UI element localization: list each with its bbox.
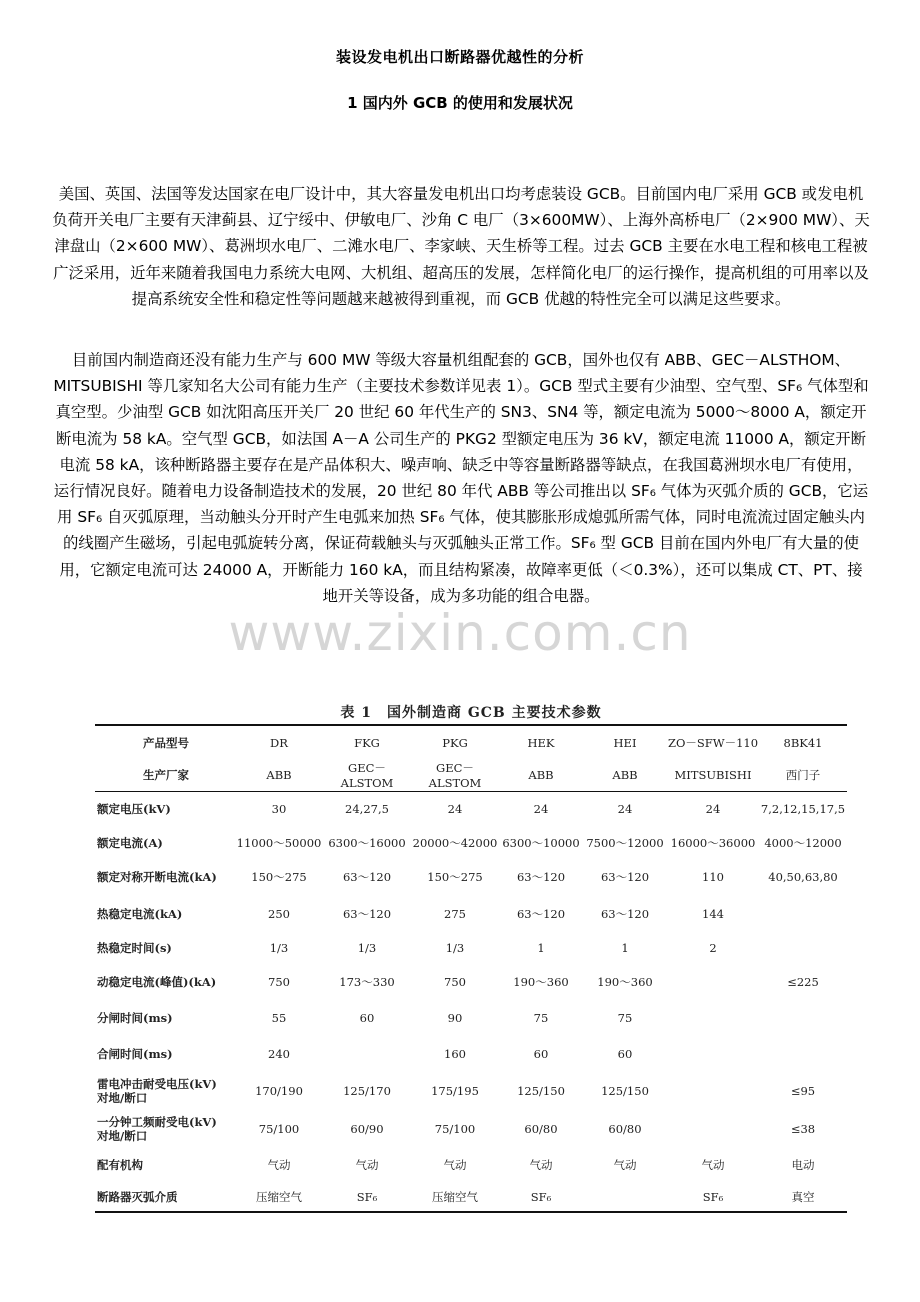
- table-cell: 60/80: [524, 1122, 558, 1136]
- table-cell: [759, 1036, 847, 1072]
- paragraph-1: 美国、英国、法国等发达国家在电厂设计中，其大容量发电机出口均考虑装设 GCB。目前国内电厂采用 GCB 或发电机负荷开关电厂主要有天津蓟县、辽宁绥中、伊敏电厂、沙角 C 电厂（3×600MW）、上海外高桥电厂（2×900 MW）、天津盘山（2×600 MW）、葛洲坝水电厂、二滩水电厂、李家峡、天生桥等工程。过去 GCB 主要在水电工程和核电工程被广泛采用，近年来随着我国电力系统大电网、大机组、超高压的发展，怎样简化电厂的运行操作，提高机组的可用率以及提高系统安全性和稳定性等问题越来越被得到重视，而 GCB 优越的特性完全可以满足这些要求。: [52, 185, 870, 308]
- table-cell: 144: [702, 906, 724, 921]
- table-cell: 60: [359, 1011, 375, 1025]
- row-label: 额定对称开断电流(kA): [97, 870, 217, 884]
- table-cell: 60/80: [608, 1122, 642, 1136]
- maker-cell: MITSUBISHI: [674, 767, 752, 782]
- table-cell: 110: [702, 870, 724, 884]
- table-cell: 24: [617, 802, 633, 817]
- table-cell: SF₆: [702, 1189, 724, 1204]
- table-row: [95, 827, 847, 859]
- spec-table-figure: [95, 702, 847, 1213]
- table-cell: 63～120: [516, 870, 566, 884]
- row-label: 合闸时间(ms): [97, 1047, 173, 1061]
- maker-cell: GEC－ALSTOM: [428, 760, 482, 790]
- table-cell: 压缩空气: [432, 1189, 478, 1204]
- table-cell: 6300～16000: [328, 836, 406, 850]
- table-cell: 75/100: [434, 1122, 476, 1136]
- table-cell: ≤38: [790, 1122, 816, 1136]
- table-cell: 60/90: [350, 1122, 384, 1136]
- row-label: 额定电压(kV): [97, 802, 171, 817]
- table-cell: 275: [444, 906, 466, 921]
- table-cell: 气动: [355, 1158, 379, 1172]
- row-label: 断路器灭弧介质: [97, 1189, 178, 1204]
- model-cell: 8BK41: [783, 735, 823, 750]
- watermark: www.zixin.com.cn: [228, 604, 692, 662]
- table-cell: 40,50,63,80: [768, 870, 838, 884]
- table-caption: 表 1 国外制造商 GCB 主要技术参数: [340, 705, 602, 721]
- table-row: [95, 964, 847, 1000]
- table-cell: [667, 964, 759, 1000]
- table-cell: 压缩空气: [256, 1189, 302, 1204]
- table-cell: 63～120: [342, 870, 392, 884]
- maker-cell: ABB: [266, 767, 292, 782]
- table-cell: 16000～36000: [670, 836, 756, 850]
- table-row: [95, 932, 847, 964]
- table-cell: 24: [705, 802, 721, 817]
- model-cell: PKG: [442, 735, 468, 750]
- table-cell: 1/3: [269, 941, 289, 955]
- table-cell: 30: [271, 802, 287, 817]
- table-cell: 63～120: [516, 906, 566, 921]
- maker-cell: ABB: [528, 767, 554, 782]
- row-label: 额定电流(A): [97, 836, 163, 850]
- maker-cell: ABB: [612, 767, 638, 782]
- document-title: 装设发电机出口断路器优越性的分析: [335, 48, 584, 66]
- model-cell: DR: [270, 735, 288, 750]
- table-cell: 2: [709, 941, 717, 955]
- table-cell: 1: [537, 941, 545, 955]
- row-label: 分闸时间(ms): [97, 1011, 173, 1025]
- row-label-line-2: 对地/断口: [97, 1091, 148, 1105]
- table-cell: 125/150: [601, 1084, 649, 1098]
- table-cell: 电动: [791, 1158, 815, 1172]
- row-label: 配有机构: [97, 1158, 143, 1172]
- table-cell: 75: [617, 1011, 633, 1025]
- row-label: [95, 1110, 235, 1148]
- table-cell: [667, 1110, 759, 1148]
- table-cell: 4000～12000: [764, 836, 842, 850]
- table-cell: 55: [271, 1011, 287, 1025]
- table-cell: [759, 895, 847, 932]
- table-cell: 63～120: [600, 870, 650, 884]
- table-cell: 750: [268, 975, 290, 989]
- row-label: [95, 1072, 235, 1110]
- table-cell: 气动: [529, 1158, 553, 1172]
- table-row: [95, 1036, 847, 1072]
- table-row: [95, 1072, 847, 1110]
- model-cell: HEK: [527, 735, 555, 750]
- header-label-maker: 生产厂家: [143, 767, 189, 782]
- maker-cell: 西门子: [785, 767, 821, 782]
- maker-cell: GEC－ALSTOM: [340, 760, 394, 790]
- model-cell: HEI: [613, 735, 637, 750]
- table-cell: 真空: [791, 1189, 815, 1204]
- table-cell: 190～360: [513, 975, 569, 989]
- table-cell: [759, 932, 847, 964]
- table-cell: 750: [444, 975, 466, 989]
- table-cell: [583, 1182, 667, 1212]
- table-cell: 气动: [267, 1158, 291, 1172]
- row-label: 热稳定电流(kA): [97, 906, 183, 921]
- row-label-line-1: 一分钟工频耐受电(kV): [97, 1115, 217, 1129]
- table-cell: [323, 1036, 411, 1072]
- table-row: [95, 1000, 847, 1036]
- table-cell: 170/190: [255, 1084, 303, 1098]
- table-row: [95, 1110, 847, 1148]
- section-heading: 1 国内外 GCB 的使用和发展状况: [347, 94, 573, 112]
- table-cell: 60: [617, 1047, 633, 1061]
- table-cell: 6300～10000: [502, 836, 580, 850]
- table-cell: 125/170: [343, 1084, 391, 1098]
- table-row: [95, 859, 847, 895]
- table-cell: 75: [533, 1011, 549, 1025]
- table-cell: 250: [268, 906, 290, 921]
- table-cell: 160: [444, 1047, 466, 1061]
- table-cell: 150～275: [427, 870, 483, 884]
- table-header-maker-row: [95, 759, 847, 791]
- table-cell: 20000～42000: [412, 836, 498, 850]
- table-cell: 1/3: [357, 941, 377, 955]
- table-cell: 63～120: [600, 906, 650, 921]
- table-header-model-row: [95, 725, 847, 759]
- table-cell: 7,2,12,15,17,5: [760, 802, 846, 817]
- table-cell: 173～330: [339, 975, 395, 989]
- table-cell: 气动: [443, 1158, 467, 1172]
- row-label: 热稳定时间(s): [97, 941, 172, 955]
- row-label: 动稳定电流(峰值)(kA): [97, 975, 217, 989]
- table-cell: 190～360: [597, 975, 653, 989]
- table-row: [95, 1148, 847, 1182]
- table-cell: 90: [447, 1011, 463, 1025]
- table-cell: 气动: [701, 1158, 725, 1172]
- table-cell: 气动: [613, 1158, 637, 1172]
- table-cell: [667, 1036, 759, 1072]
- table-cell: 7500～12000: [586, 836, 664, 850]
- table-cell: 1: [621, 941, 629, 955]
- paragraph-2: 目前国内制造商还没有能力生产与 600 MW 等级大容量机组配套的 GCB，国外也仅有 ABB、GEC－ALSTHOM、MITSUBISHI 等几家知名大公司有能力生产（主要技术参数详见表 1）。GCB 型式主要有少油型、空气型、SF₆ 气体型和真空型。少油型 GCB 如沈阳高压开关厂 20 世纪 60 年代生产的 SN3、SN4 等，额定电流为 5000～8000 A，额定开断电流为 58 kA。空气型 GCB，如法国 A－A 公司生产的 PKG2 型额定电压为 36 kV，额定电流 11000 A，额定开断电流 58 kA，该种断路器主要存在是产品体积大、噪声响、缺乏中等容量断路器等缺点，在我国葛洲坝水电厂有使用，运行情况良好。随着电力设备制造技术的发展，20 世纪 80 年代 ABB 等公司推出以 SF₆ 气体为灭弧介质的 GCB，它运用 SF₆ 自灭弧原理，当动触头分开时产生电弧来加热 SF₆ 气体，使其膨胀形成熄弧所需气体，同时电流流过固定触头内的线圈产生磁场，引起电弧旋转分离，保证荷载触头与灭弧触头正常工作。SF₆ 型 GCB 目前在国内外电厂有大量的使用，它额定电流可达 24000 A，开断能力 160 kA，而且结构紧凑，故障率更低（＜0.3%），还可以集成 CT、PT、接地开关等设备，成为多功能的组合电器。: [53, 351, 869, 605]
- table-cell: 75/100: [258, 1122, 300, 1136]
- table-row: [95, 791, 847, 827]
- table-cell: 11000～50000: [236, 836, 322, 850]
- table-row: [95, 895, 847, 932]
- table-cell: 175/195: [431, 1084, 479, 1098]
- table-cell: 24,27,5: [345, 802, 389, 817]
- table-row: [95, 1182, 847, 1212]
- model-cell: FKG: [354, 735, 380, 750]
- model-cell: ZO－SFW－110: [667, 735, 759, 750]
- table-cell: ≤225: [787, 975, 819, 989]
- table-cell: [759, 1000, 847, 1036]
- table-cell: [667, 1000, 759, 1036]
- table-cell: 1/3: [445, 941, 465, 955]
- table-cell: SF₆: [356, 1189, 378, 1204]
- table-cell: [667, 1072, 759, 1110]
- header-label-model: 产品型号: [143, 735, 189, 750]
- table-cell: SF₆: [530, 1189, 552, 1204]
- table-cell: 24: [447, 802, 463, 817]
- spec-table: [95, 724, 847, 1213]
- row-label-line-1: 雷电冲击耐受电压(kV): [97, 1077, 217, 1091]
- table-cell: ≤95: [790, 1084, 816, 1098]
- table-cell: 125/150: [517, 1084, 565, 1098]
- table-cell: 240: [268, 1047, 290, 1061]
- row-label-line-2: 对地/断口: [97, 1129, 148, 1143]
- table-cell: 60: [533, 1047, 549, 1061]
- table-cell: 24: [533, 802, 549, 817]
- table-cell: 150～275: [251, 870, 307, 884]
- table-cell: 63～120: [342, 906, 392, 921]
